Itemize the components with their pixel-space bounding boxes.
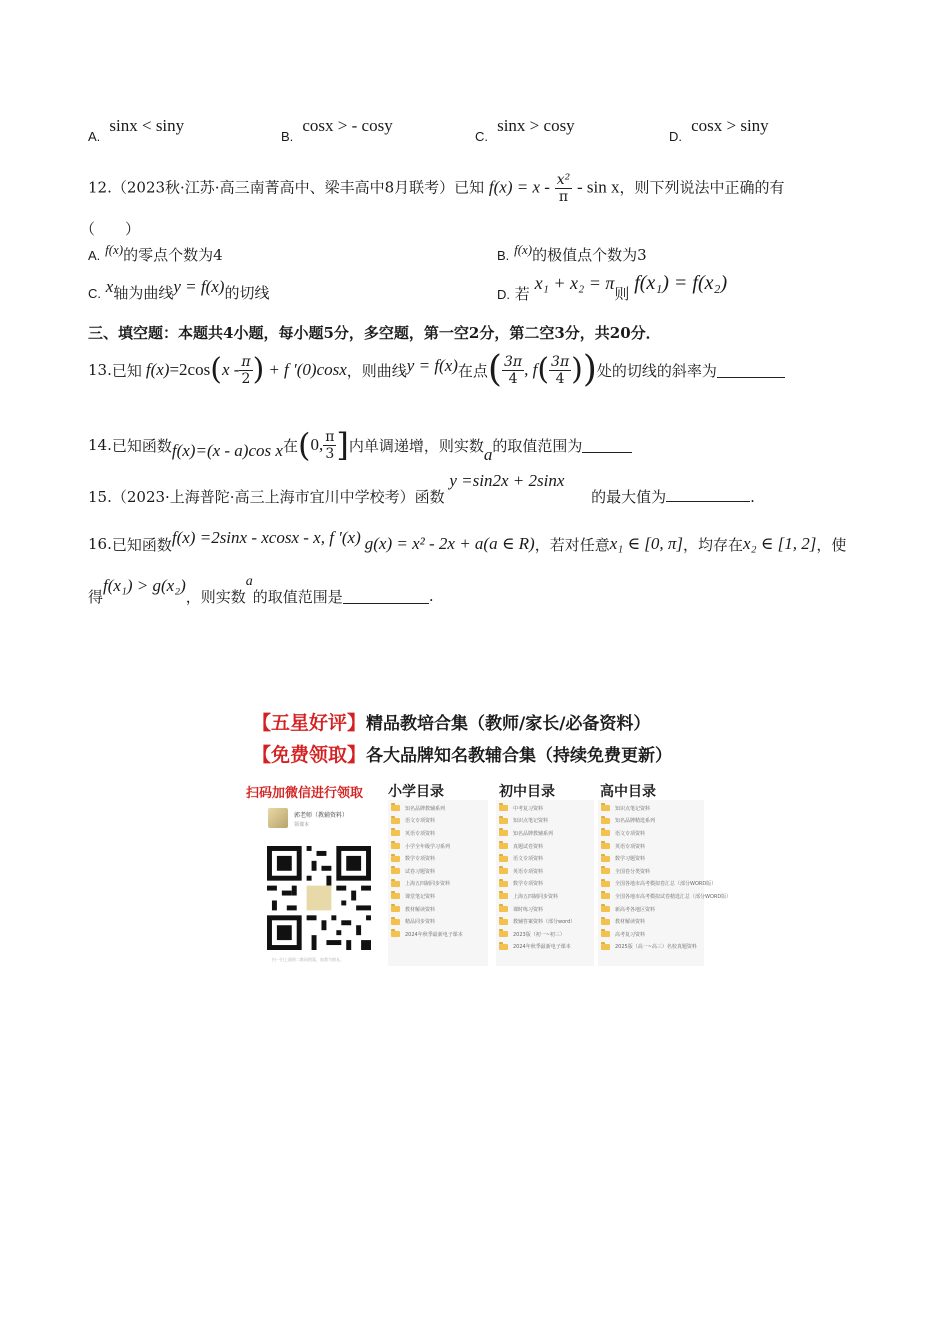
list-item-label: 知名品牌教辅系列: [405, 805, 446, 812]
folder-icon: [391, 906, 400, 912]
promo-text: 各大品牌知名教辅合集（持续免费更新）: [366, 746, 673, 766]
contact-name: 郭老师（教辅资料）: [294, 812, 349, 819]
q16-end: .: [428, 587, 434, 605]
q11-option-c: [475, 116, 575, 144]
folder-icon: [391, 856, 400, 862]
list-item[interactable]: [391, 827, 463, 840]
folder-icon: [391, 919, 400, 925]
middle-catalog-list: [499, 802, 575, 953]
option-label: B.: [281, 129, 294, 144]
fraction-numerator: 3π: [551, 353, 570, 370]
list-item-label: 数学专项资料: [405, 856, 436, 863]
q15: [88, 470, 755, 510]
list-item-label: 中考复习资料: [513, 805, 544, 812]
list-item-label: 2025版（高一~高三）名校真题资料: [615, 944, 697, 951]
option-math: f(x): [105, 242, 124, 257]
q12-option-a: [88, 244, 223, 265]
list-item[interactable]: [391, 915, 463, 928]
answer-blank[interactable]: [717, 363, 785, 378]
folder-icon: [391, 881, 400, 887]
section-heading: 三、填空题：本题共4小题，每小题5分，多空题，第一空2分，第二空3分，共20分．: [88, 324, 661, 342]
answer-blank[interactable]: [666, 487, 750, 502]
folder-icon: [601, 805, 610, 811]
option-math-2: f(x₁) = f(x₂): [634, 272, 728, 294]
fraction-denominator: π: [558, 189, 569, 205]
list-item-label: 语文专项资料: [615, 830, 646, 837]
list-item-label: 教材解读资料: [405, 906, 436, 913]
list-item-label: 全国各地市高考模拟试卷精选汇总（部分WORD版）: [615, 893, 732, 900]
option-text: 轴为曲线: [113, 284, 174, 302]
high-catalog-title: 高中目录: [600, 784, 656, 800]
list-item[interactable]: [601, 915, 731, 928]
list-item[interactable]: [601, 878, 731, 891]
q12-fraction: [555, 172, 573, 205]
q16-text-7: 的取值范围是: [252, 587, 343, 606]
q13-tail: + f ′(0)cosx: [268, 360, 347, 379]
q13-text-1: 已知: [111, 361, 142, 380]
q16-text-3: ，均存在: [683, 535, 744, 554]
primary-catalog-list: [391, 802, 463, 941]
list-item-label: 英语专项资料: [615, 843, 646, 850]
list-item-label: 精品同步资料: [405, 919, 436, 926]
promo-line-1: [252, 708, 650, 735]
option-label: D.: [497, 287, 510, 302]
q16-g: g(x) = x² - 2x + a(a ∈ R): [364, 534, 535, 553]
list-item-label: 知名品牌教辅系列: [513, 830, 554, 837]
q12-func: f(x) = x -: [488, 177, 550, 197]
list-item[interactable]: [391, 928, 463, 941]
folder-icon: [601, 931, 610, 937]
q13-text-3: 在点: [457, 361, 488, 380]
list-item-label: 全国各地市高考模拟卷汇总（部分WORD版）: [615, 881, 717, 888]
list-item[interactable]: [391, 802, 463, 815]
q13-f: f(x): [145, 360, 170, 379]
fraction-numerator: x²: [556, 172, 571, 188]
q16-x1: x₁ ∈ [0, π]: [609, 534, 684, 553]
folder-icon: [499, 906, 508, 912]
list-item[interactable]: [499, 878, 575, 891]
option-text-2: 的切线: [224, 284, 270, 302]
folder-icon: [499, 931, 508, 937]
list-item-label: 真题试卷资料: [513, 843, 544, 850]
option-text: 的零点个数为4: [123, 246, 223, 264]
option-label: A.: [88, 129, 101, 144]
q13-text-4: 处的切线的斜率为: [596, 361, 717, 380]
list-item-label: 2024年秋季最新电子课本: [513, 944, 571, 951]
avatar: [268, 808, 288, 828]
list-item[interactable]: [391, 890, 463, 903]
q12-func-tail: - sin x: [577, 177, 620, 197]
list-item[interactable]: [499, 815, 575, 828]
list-item-label: 数学习题资料: [615, 856, 646, 863]
folder-icon: [601, 881, 610, 887]
option-math: x₁ + x₂ = π: [534, 273, 615, 293]
option-text: 的极值点个数为3: [532, 246, 647, 264]
folder-icon: [499, 868, 508, 874]
folder-icon: [499, 843, 508, 849]
list-item[interactable]: [601, 852, 731, 865]
q15-text-2: 的最大值为: [591, 488, 667, 506]
option-expr: sinx > cosy: [497, 116, 575, 135]
q14-text-2: 在: [282, 436, 298, 455]
folder-icon: [391, 868, 400, 874]
middle-catalog-panel: [496, 800, 594, 966]
contact-sub: 领课本: [294, 822, 310, 828]
folder-icon: [601, 868, 610, 874]
q14-text-3: 内单调递增，则实数: [348, 436, 484, 455]
q14-interval-frac: [323, 429, 336, 462]
promo-highlight: 【五星好评】: [252, 712, 367, 734]
list-item-label: 教材解读资料: [615, 919, 646, 926]
list-item[interactable]: [499, 915, 575, 928]
q12-option-d: [497, 272, 728, 303]
q16-text-1: 已知函数: [111, 535, 172, 554]
primary-catalog-title: 小学目录: [388, 784, 444, 800]
q16-text-5: 得: [88, 587, 104, 606]
list-item-label: 上海五四制同步资料: [405, 881, 451, 888]
list-item[interactable]: [601, 827, 731, 840]
folder-icon: [601, 843, 610, 849]
list-item[interactable]: [601, 941, 731, 954]
option-expr: cosx > siny: [691, 116, 769, 135]
option-text-2: 则: [614, 285, 630, 303]
list-item[interactable]: [391, 878, 463, 891]
paren-open: (: [487, 349, 502, 390]
fraction-numerator: 3π: [503, 353, 523, 370]
q11-option-d: [669, 116, 769, 144]
answer-blank[interactable]: [343, 589, 429, 604]
q13-pi-frac: [239, 354, 252, 387]
scan-prompt: 扫码加微信进行领取: [246, 786, 364, 801]
list-item[interactable]: [499, 840, 575, 853]
option-math: f(x): [514, 242, 533, 257]
list-item-label: 知识点笔记资料: [513, 818, 549, 825]
option-math: x: [105, 277, 114, 296]
option-label: C.: [475, 129, 488, 144]
paren-open: (: [297, 426, 311, 464]
q15-text-1: （2023·上海普陀·高三上海市宜川中学校考）函数: [111, 488, 445, 506]
list-item-label: 语文专项资料: [513, 856, 544, 863]
list-item-label: 教辅答案资料（部分word）: [513, 919, 576, 926]
q13-inner: x -: [221, 360, 240, 379]
q13-text-2: ，则曲线: [346, 361, 407, 380]
list-item[interactable]: [391, 903, 463, 916]
fraction-denominator: 2: [241, 370, 251, 387]
list-item[interactable]: [601, 815, 731, 828]
wechat-contact-card[interactable]: [246, 802, 386, 966]
option-math-2: y = f(x): [173, 277, 225, 296]
question-number: 13.: [88, 361, 112, 379]
folder-icon: [601, 944, 610, 950]
list-item[interactable]: [391, 815, 463, 828]
q16-x2: x₂ ∈ [1, 2]: [743, 534, 817, 553]
list-item[interactable]: [499, 852, 575, 865]
list-item-label: 小学全年级学习系列: [405, 843, 451, 850]
list-item-label: 试卷习题资料: [405, 868, 436, 875]
qr-caption: 扫一扫上面的二维码图案，加我为朋友。: [272, 957, 344, 962]
q16-line-1: [88, 526, 846, 562]
q13-curve: y = f(x): [406, 356, 458, 375]
question-number: 16.: [88, 535, 112, 553]
paren-close: ): [582, 349, 597, 390]
q11-option-b: [281, 116, 393, 144]
q15-func: y =sin2x + 2sinx: [449, 471, 565, 490]
q12-option-c: [88, 277, 270, 303]
q16-text-6: ，则实数: [185, 587, 246, 606]
list-item-label: 语文专项资料: [405, 818, 436, 825]
option-label: D.: [669, 129, 682, 144]
list-item[interactable]: [391, 840, 463, 853]
folder-icon: [391, 805, 400, 811]
list-item[interactable]: [499, 903, 575, 916]
list-item-label: 数学专项资料: [513, 881, 544, 888]
paren-open: (: [210, 352, 222, 387]
q13-point-f: , f: [524, 360, 538, 379]
folder-icon: [601, 830, 610, 836]
fraction-denominator: 4: [508, 370, 518, 387]
q14-text-4: 的取值范围为: [492, 436, 583, 455]
paren-open: (: [537, 352, 550, 387]
q12-answer-paren: （ ）: [80, 220, 141, 238]
q14: [88, 420, 632, 470]
option-label: C.: [88, 286, 101, 301]
list-item-label: 英语专项资料: [405, 830, 436, 837]
list-item-label: 课堂笔记资料: [405, 893, 436, 900]
list-item-label: 高考复习资料: [615, 931, 646, 938]
list-item-label: 2023版（初一~初三）: [513, 931, 565, 938]
folder-icon: [499, 830, 508, 836]
folder-icon: [391, 931, 400, 937]
list-item-label: 课时练习资料: [513, 906, 544, 913]
list-item[interactable]: [601, 890, 731, 903]
primary-catalog-panel: [388, 800, 488, 966]
q14-interval-left: 0,: [310, 435, 324, 454]
q16-ineq: f(x₁) > g(x₂): [103, 576, 186, 595]
q14-var: a: [483, 445, 493, 464]
q13-point-frac-2: [549, 354, 571, 387]
folder-icon: [391, 818, 400, 824]
q16-text-4: ，使: [816, 535, 847, 554]
q12-option-b: [497, 244, 647, 265]
list-item[interactable]: [391, 852, 463, 865]
list-item[interactable]: [601, 865, 731, 878]
folder-icon: [601, 919, 610, 925]
folder-icon: [391, 893, 400, 899]
bracket-close: ]: [336, 426, 349, 464]
question-number: 14.: [88, 436, 112, 454]
q13-eq: =2cos: [169, 360, 211, 379]
list-item[interactable]: [499, 827, 575, 840]
folder-icon: [499, 944, 508, 950]
q13-point-frac: [502, 354, 524, 387]
option-label: A.: [88, 248, 101, 263]
q16-var: a: [245, 574, 253, 589]
question-number: 12.: [88, 178, 112, 197]
folder-icon: [601, 893, 610, 899]
list-item[interactable]: [601, 928, 731, 941]
qr-code-icon[interactable]: [266, 846, 372, 950]
list-item-label: 新高考各地区资料: [615, 906, 656, 913]
list-item[interactable]: [601, 903, 731, 916]
q16-text-2: ，若对任意: [534, 535, 610, 554]
fraction-numerator: π: [325, 428, 335, 445]
paren-close: ): [571, 352, 583, 387]
option-label: B.: [497, 248, 510, 263]
list-item[interactable]: [499, 890, 575, 903]
option-expr: cosx > - cosy: [302, 116, 393, 135]
question-source: （2023秋·江苏·高三南菁高中、梁丰高中8月联考）已知: [111, 178, 485, 197]
folder-icon: [499, 805, 508, 811]
list-item[interactable]: [601, 802, 731, 815]
q13: [88, 344, 785, 396]
folder-icon: [601, 856, 610, 862]
q12-stem: [88, 172, 785, 205]
list-item-label: 上海五四制同步资料: [513, 893, 559, 900]
list-item-label: 全国卷分类资料: [615, 868, 651, 875]
paren-close: ): [252, 352, 265, 387]
list-item[interactable]: [391, 865, 463, 878]
q14-text-1: 已知函数: [111, 436, 172, 455]
folder-icon: [499, 881, 508, 887]
middle-catalog-title: 初中目录: [499, 784, 555, 800]
q11-option-a: [88, 116, 185, 144]
q16-f: f(x) =2sinx - xcosx - x, f ′(x): [171, 528, 361, 547]
list-item-label: 2024年秋季最新电子课本: [405, 931, 463, 938]
answer-blank[interactable]: [582, 438, 632, 453]
folder-icon: [499, 818, 508, 824]
option-text: 若: [514, 285, 530, 303]
q14-func: f(x)=(x - a)cos x: [171, 441, 283, 460]
option-expr: sinx < siny: [109, 116, 185, 135]
folder-icon: [601, 906, 610, 912]
promo-text: 精品教培合集（教师/家长/必备资料）: [366, 714, 651, 734]
q15-end: .: [750, 488, 755, 506]
list-item[interactable]: [499, 941, 575, 954]
fraction-denominator: 3: [325, 445, 335, 462]
fraction-denominator: 4: [555, 370, 565, 387]
question-number: 15.: [88, 488, 112, 506]
folder-icon: [391, 843, 400, 849]
folder-icon: [601, 818, 610, 824]
promo-line-2: [252, 740, 672, 767]
list-item[interactable]: [601, 840, 731, 853]
list-item[interactable]: [499, 928, 575, 941]
folder-icon: [499, 893, 508, 899]
fraction-numerator: π: [241, 353, 251, 370]
q16-line-2: [88, 570, 434, 606]
folder-icon: [391, 830, 400, 836]
list-item[interactable]: [499, 865, 575, 878]
high-catalog-list: [601, 802, 731, 953]
high-catalog-panel: [598, 800, 732, 966]
list-item-label: 知名品牌精选系列: [615, 818, 656, 825]
list-item-label: 知识点笔记资料: [615, 805, 651, 812]
promo-highlight: 【免费领取】: [252, 744, 367, 766]
list-item-label: 英语专项资料: [513, 868, 544, 875]
q12-suffix: ，则下列说法中正确的有: [619, 178, 785, 197]
folder-icon: [499, 919, 508, 925]
promo-banner[interactable]: [246, 702, 732, 966]
folder-icon: [499, 856, 508, 862]
list-item[interactable]: [499, 802, 575, 815]
